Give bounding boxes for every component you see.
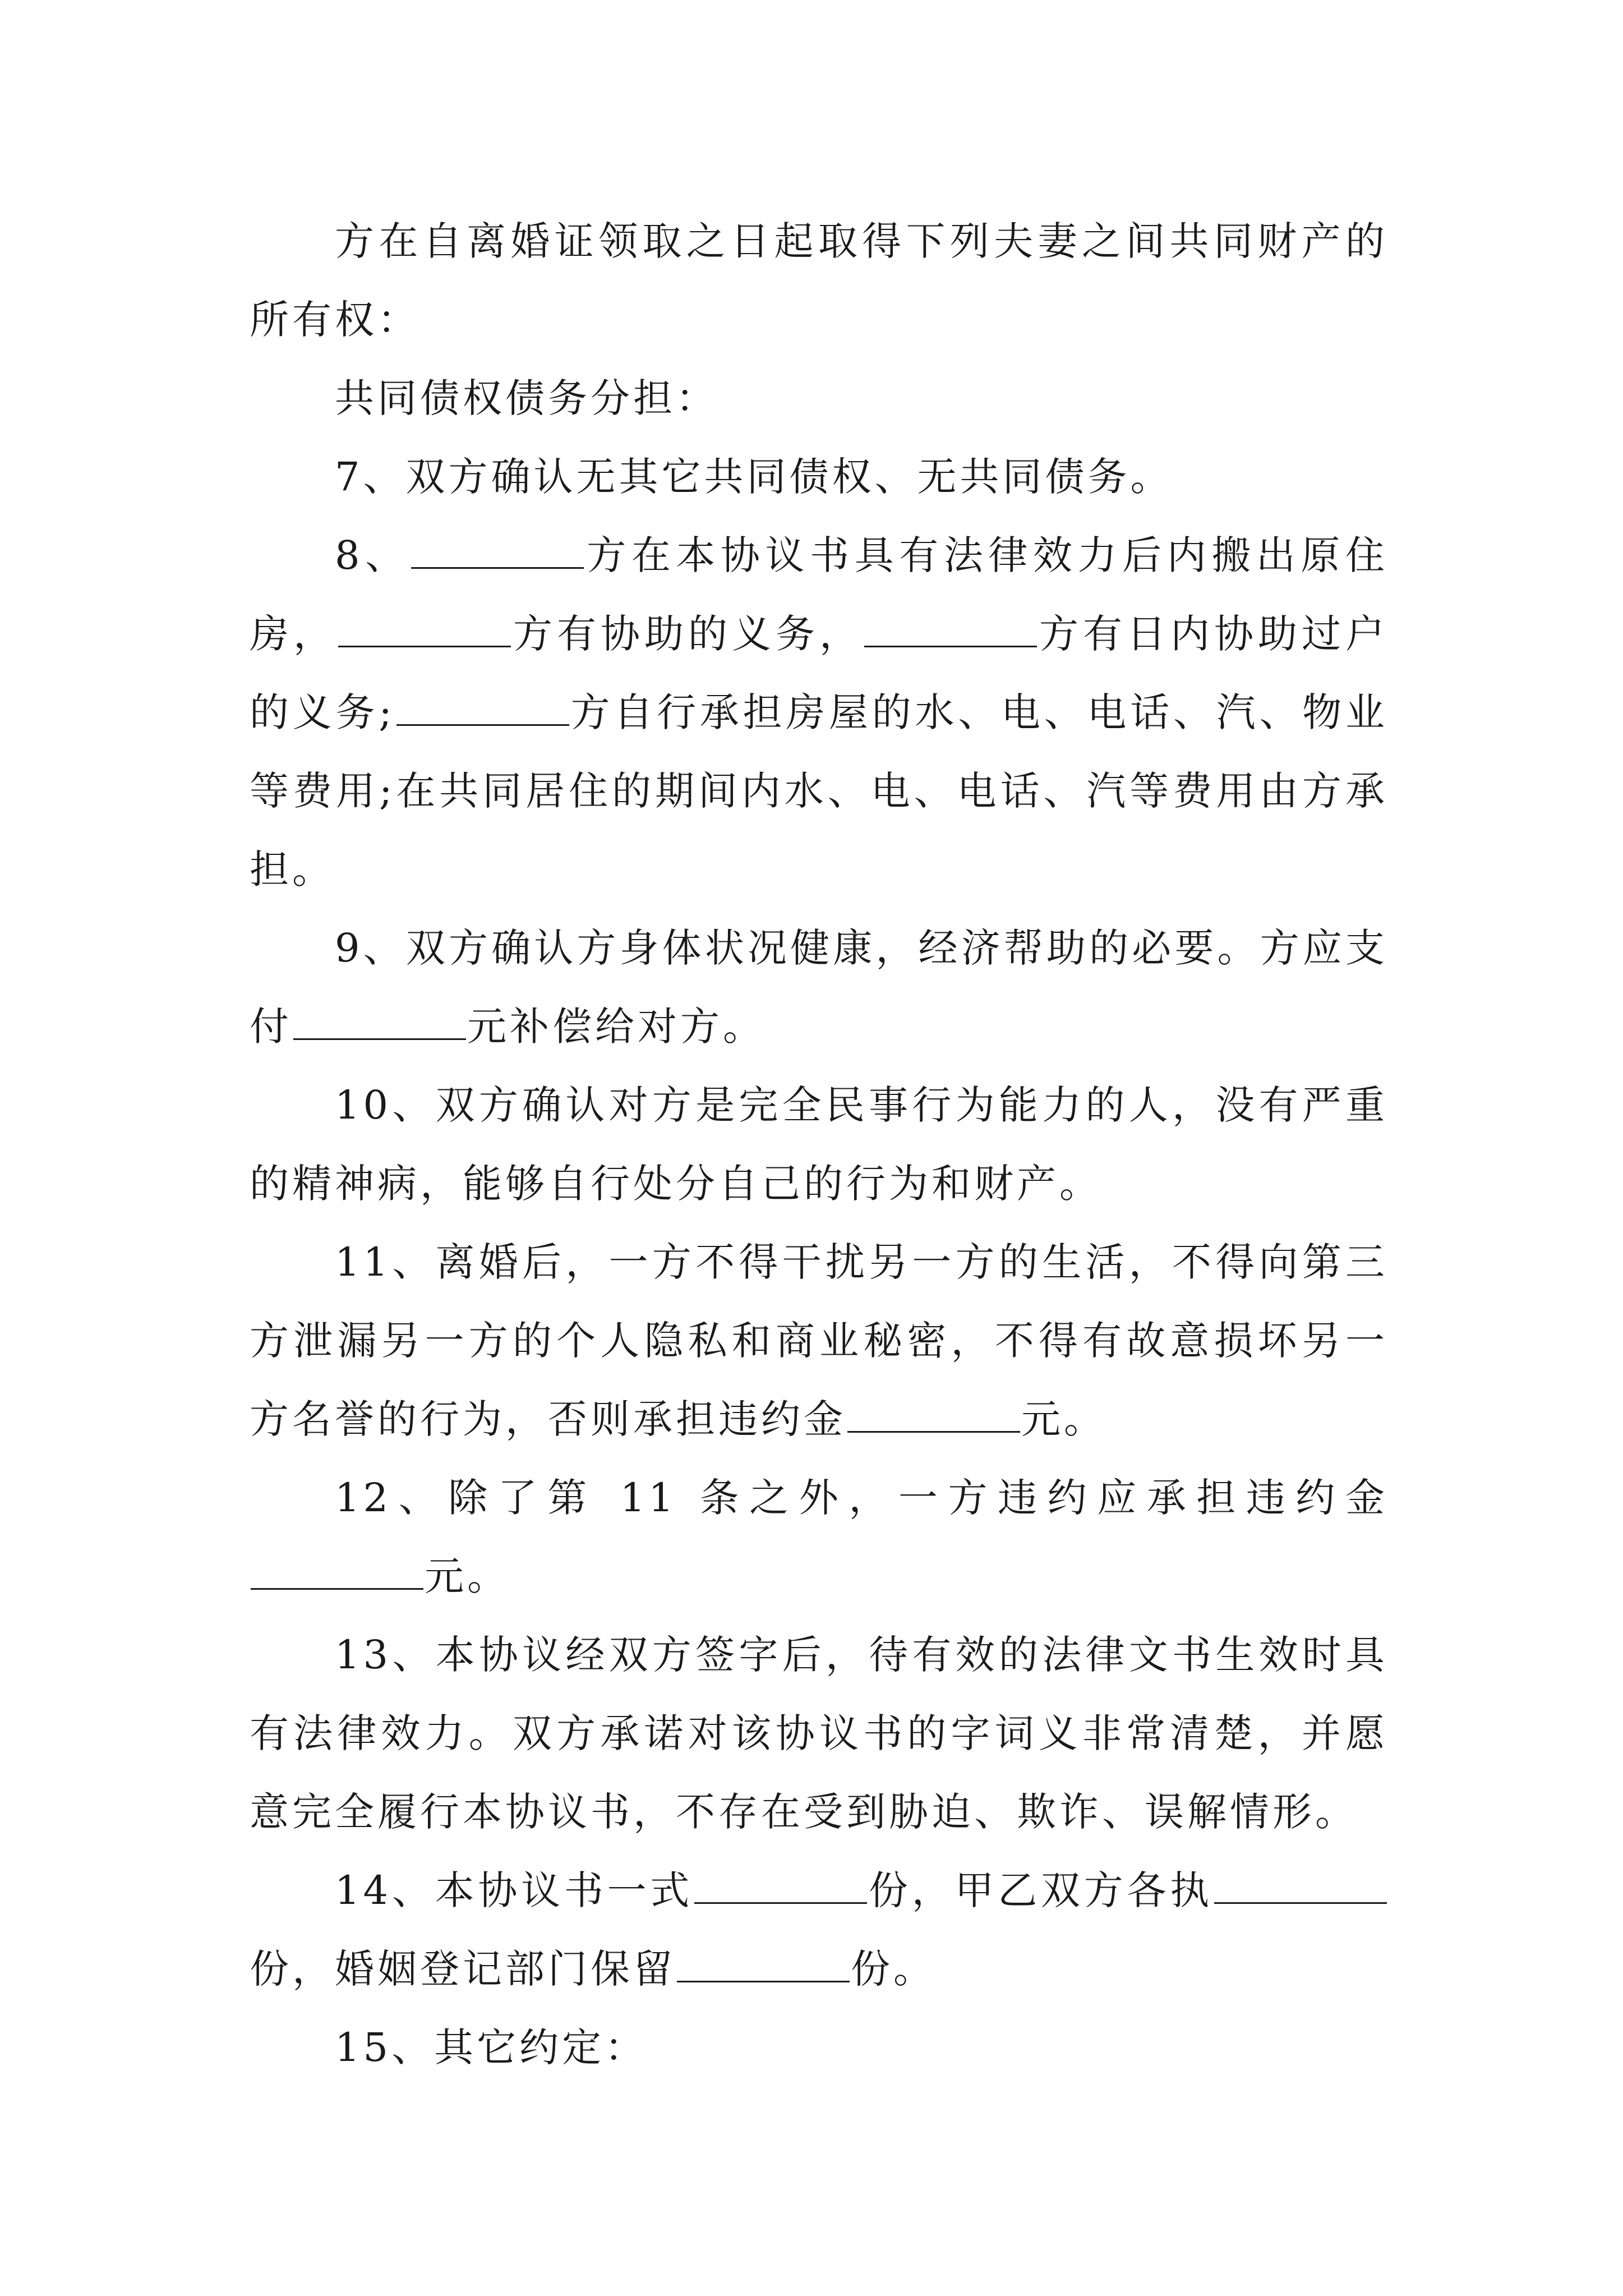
paragraph-text: 9、双方确认方身体状况健康，经济帮助的必要。方应支付 [250, 925, 1388, 1050]
paragraph-text: 份，婚姻登记部门保留 [250, 1946, 676, 1992]
paragraph-11 [250, 1223, 1388, 1458]
paragraph-9 [250, 909, 1388, 1066]
paragraph-text: 元。 [1021, 1396, 1106, 1442]
paragraph-text: 共同债权债务分担： [335, 375, 718, 421]
fill-in-blank [251, 1549, 423, 1590]
paragraph-text: 方有协助的义务， [512, 611, 863, 657]
paragraph-intro [250, 202, 1388, 359]
fill-in-blank [338, 606, 511, 647]
paragraph-text: 方在自离婚证领取之日起取得下列夫妻之间共同财产的所有权： [250, 218, 1388, 343]
paragraph-debt-heading [250, 359, 1388, 438]
paragraph-text: 元。 [425, 1553, 510, 1599]
paragraph-text: 11、离婚后，一方不得干扰另一方的生活，不得向第三方泄漏另一方的个人隐私和商业秘密，不得有故意损坏另一方名誉的行为，否则承担违约金 [250, 1239, 1388, 1442]
paragraph-text: 10、双方确认对方是完全民事行为能力的人，没有严重的精神病，能够自行处分自己的行为和财产。 [250, 1082, 1388, 1207]
paragraph-12 [250, 1458, 1388, 1616]
document-body [250, 202, 1388, 2087]
paragraph-15 [250, 2008, 1388, 2087]
paragraph-7 [250, 438, 1388, 516]
fill-in-blank [1214, 1863, 1387, 1904]
fill-in-blank [396, 685, 569, 726]
paragraph-13 [250, 1616, 1388, 1851]
paragraph-text: 15、其它约定： [335, 2024, 648, 2070]
fill-in-blank [864, 606, 1037, 647]
fill-in-blank [293, 999, 466, 1040]
paragraph-text: 元补偿给对方。 [467, 1004, 766, 1050]
paragraph-text: 份。 [851, 1946, 936, 1992]
paragraph-text: 方在本协议书具有法律效力后内搬出原住房， [250, 532, 1388, 657]
paragraph-text: 8、 [335, 532, 410, 578]
paragraph-text: 13、本协议经双方签字后，待有效的法律文书生效时具有法律效力。双方承诺对该协议书的字词义非常清楚，并愿意完全履行本协议书，不存在受到胁迫、欺诈、误解情形。 [250, 1632, 1388, 1835]
paragraph-text: 方有日内协助过户的义务; [250, 611, 1388, 735]
paragraph-text: 12、除了第 11 条之外，一方违约应承担违约金 [335, 1475, 1388, 1521]
fill-in-blank [411, 528, 584, 569]
paragraph-text: 份，甲乙双方各执 [868, 1867, 1213, 1913]
paragraph-text: 14、本协议书一式 [335, 1867, 694, 1913]
paragraph-8 [250, 516, 1388, 909]
paragraph-text: 7、双方确认无其它共同债权、无共同债务。 [335, 454, 1173, 500]
paragraph-10 [250, 1066, 1388, 1223]
fill-in-blank [694, 1863, 867, 1904]
fill-in-blank [677, 1941, 850, 1982]
fill-in-blank [847, 1392, 1020, 1433]
paragraph-14 [250, 1851, 1388, 2008]
paragraph-text: 方自行承担房屋的水、电、电话、汽、物业等费用;在共同居住的期间内水、电、电话、汽等费用由方承担。 [250, 689, 1388, 892]
